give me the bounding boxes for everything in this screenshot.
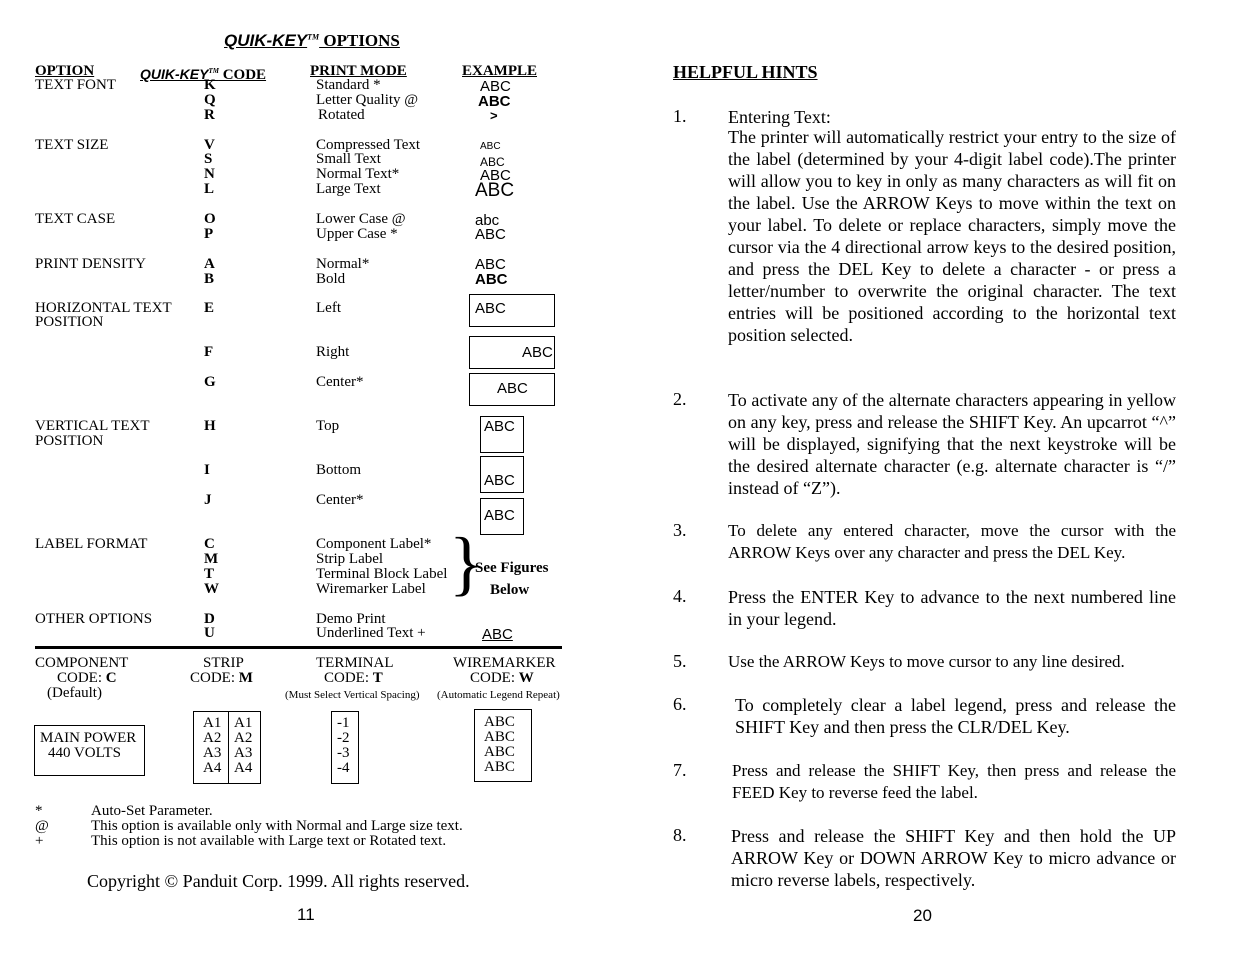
header-print-mode: PRINT MODE	[310, 63, 407, 79]
hint-text: The printer will automatically restrict your entry to the size of the label (determined by your 4-digit label code).The printer will allow you to key in only as many characters as will fit on the label. Use the ARROW Keys to move within the text on your label. To delete or replace characters, simply move the cursor via the 4 directional arrow keys to the desired position, and press the DEL Key to delete a character - or press a letter/number to overwrite the original character. The text entries will be positioned according to the horizontal text position selected.	[728, 127, 1176, 345]
option-code: M	[204, 551, 219, 567]
hint-number: 5.	[673, 651, 687, 671]
hint-number: 8.	[673, 825, 687, 845]
option-label-line2: POSITION	[35, 314, 104, 330]
footnote-symbol: *	[35, 803, 43, 819]
option-code: U	[204, 625, 215, 641]
option-example: ABC	[497, 380, 528, 397]
figure-line: A2	[234, 730, 253, 746]
hint-text: To delete any entered character, move the cursor with the ARROW Keys over any character and press the DEL Key.	[728, 521, 1176, 562]
option-code: L	[204, 181, 215, 197]
figure-note: (Default)	[47, 685, 102, 701]
option-example: ABC	[484, 507, 515, 524]
option-example: ABC	[475, 271, 508, 288]
option-example-rotated: >	[490, 108, 498, 123]
option-mode: Demo Print	[316, 611, 386, 627]
figure-line: -2	[337, 730, 350, 746]
option-code: P	[204, 226, 214, 242]
strip-divider	[228, 711, 229, 784]
hint-text: Press and release the SHIFT Key, then press and release the FEED Key to reverse feed the label.	[732, 761, 1176, 802]
footnote-text: This option is not available with Large text or Rotated text.	[91, 833, 447, 849]
option-code: F	[204, 344, 214, 360]
figure-note: (Must Select Vertical Spacing)	[285, 689, 420, 701]
option-example: ABC	[475, 180, 515, 201]
option-example: ABC	[475, 300, 506, 317]
option-mode: Compressed Text	[316, 137, 421, 153]
hint-text: Press the ENTER Key to advance to the next numbered line in your legend.	[728, 587, 1176, 629]
option-code: I	[204, 462, 210, 478]
option-mode: Underlined Text +	[316, 625, 426, 641]
option-label: PRINT DENSITY	[35, 256, 146, 272]
option-mode: Component Label*	[316, 536, 432, 552]
figure-line: MAIN POWER	[40, 730, 137, 746]
option-example: ABC	[480, 167, 511, 184]
option-code: H	[204, 418, 216, 434]
option-mode: Small Text	[316, 151, 381, 167]
option-code: K	[204, 77, 216, 93]
option-mode: Lower Case @	[316, 211, 406, 227]
option-label: OTHER OPTIONS	[35, 611, 153, 627]
figure-title: TERMINAL	[316, 655, 394, 671]
hint-text: Use the ARROW Keys to move cursor to any line desired.	[728, 652, 1125, 671]
option-label: TEXT SIZE	[35, 137, 109, 153]
option-example: ABC	[475, 226, 506, 243]
figure-code: CODE: M	[190, 670, 253, 686]
figure-line: A4	[203, 760, 222, 776]
figure-line: A1	[234, 715, 253, 731]
figure-title: STRIP	[203, 655, 244, 671]
option-mode: Standard *	[316, 77, 381, 93]
figure-line: A3	[234, 745, 253, 761]
figure-line: ABC	[484, 744, 515, 760]
option-mode: Top	[316, 418, 340, 434]
hint-number: 7.	[673, 760, 687, 780]
option-code: G	[204, 374, 216, 390]
option-example: abc	[475, 212, 500, 229]
option-code: W	[204, 581, 219, 597]
option-mode: Letter Quality @	[316, 92, 419, 108]
option-mode: Normal Text*	[316, 166, 400, 182]
option-code: N	[204, 166, 215, 182]
option-mode: Strip Label	[316, 551, 384, 567]
figure-line: A4	[234, 760, 253, 776]
figure-code: CODE: W	[470, 670, 534, 686]
header-option: OPTION	[35, 63, 95, 79]
figure-title: WIREMARKER	[453, 655, 556, 671]
footnote-symbol: +	[35, 833, 44, 849]
figure-line: ABC	[484, 714, 515, 730]
figure-line: A1	[203, 715, 222, 731]
option-example: ABC	[480, 155, 505, 169]
option-mode: Terminal Block Label	[316, 566, 448, 582]
footnote-text: This option is available only with Normal and Large size text.	[91, 818, 463, 834]
option-code: O	[204, 211, 216, 227]
option-code: A	[204, 256, 215, 272]
option-example: ABC	[480, 141, 501, 152]
option-label: LABEL FORMAT	[35, 536, 148, 552]
option-mode: Bottom	[316, 462, 362, 478]
hint-number: 6.	[673, 694, 687, 714]
page-number: 11	[297, 905, 315, 924]
hint-text: Press and release the SHIFT Key and then hold the UP ARROW Key or DOWN ARROW Key to micro advance or micro reverse labels, respectively.	[731, 826, 1176, 890]
option-code: T	[204, 566, 215, 582]
option-code: R	[204, 107, 215, 123]
option-mode: Bold	[316, 271, 346, 287]
header-example: EXAMPLE	[462, 63, 537, 79]
figure-line: 440 VOLTS	[48, 745, 121, 761]
page-number: 20	[913, 906, 932, 925]
option-mode: Normal*	[316, 256, 370, 272]
figure-line: -1	[337, 715, 350, 731]
copyright: Copyright © Panduit Corp. 1999. All rights reserved.	[87, 871, 470, 891]
below-label: Below	[490, 582, 530, 598]
option-example: ABC	[522, 344, 553, 361]
option-mode: Wiremarker Label	[316, 581, 426, 597]
option-example: ABC	[475, 256, 506, 273]
figure-line: -4	[337, 760, 350, 776]
see-figures-label: See Figures	[475, 560, 549, 576]
option-example: ABC	[482, 626, 513, 643]
option-label: TEXT CASE	[35, 211, 116, 227]
option-code: B	[204, 271, 215, 287]
figure-code: CODE: C	[57, 670, 117, 686]
footnote-symbol: @	[35, 818, 49, 834]
hint-number: 4.	[673, 586, 687, 606]
footnote-text: Auto-Set Parameter.	[91, 803, 213, 819]
option-code: Q	[204, 92, 216, 108]
option-mode: Left	[316, 300, 341, 316]
option-mode: Upper Case *	[316, 226, 398, 242]
hints-title: HELPFUL HINTS	[673, 62, 818, 82]
option-code: J	[204, 492, 212, 508]
section-divider	[35, 646, 562, 649]
option-example: ABC	[480, 78, 511, 95]
option-label: VERTICAL TEXT	[35, 418, 150, 434]
option-example: ABC	[484, 472, 515, 489]
figure-line: -3	[337, 745, 350, 761]
option-mode: Right	[316, 344, 350, 360]
option-code: D	[204, 611, 215, 627]
figure-title: COMPONENT	[35, 655, 129, 671]
option-example: ABC	[478, 93, 511, 110]
option-code: S	[204, 151, 213, 167]
header-code: QUIK-KEY™ CODE	[140, 66, 267, 83]
figure-line: ABC	[484, 759, 515, 775]
option-mode: Center*	[316, 492, 364, 508]
option-example: ABC	[484, 418, 515, 435]
brace-symbol: }	[449, 523, 484, 603]
hint-number: 1.	[673, 106, 687, 126]
figure-line: A2	[203, 730, 222, 746]
option-label: TEXT FONT	[35, 77, 116, 93]
option-label: HORIZONTAL TEXT	[35, 300, 172, 316]
hint-text: To activate any of the alternate characters appearing in yellow on any key, press and release the SHIFT Key. An upcarrot “^” will be displayed, signifying that the next keystroke will be the desired alternate character (e.g. alternate character is “/” instead of “Z”).	[728, 390, 1176, 498]
option-mode: Large Text	[316, 181, 381, 197]
figure-line: ABC	[484, 729, 515, 745]
hint-number: 3.	[673, 520, 687, 540]
figure-line: A3	[203, 745, 222, 761]
figure-note: (Automatic Legend Repeat)	[437, 689, 560, 701]
option-mode: Center*	[316, 374, 364, 390]
hint-text: To completely clear a label legend, press and release the SHIFT Key and then press the CLR/DEL Key.	[735, 695, 1176, 737]
option-mode: Rotated	[318, 107, 365, 123]
figure-code: CODE: T	[324, 670, 383, 686]
hint-heading: Entering Text:	[728, 107, 831, 127]
option-code: C	[204, 536, 215, 552]
option-code: E	[204, 300, 215, 316]
option-code: V	[204, 137, 215, 153]
hint-number: 2.	[673, 389, 687, 409]
page-title: QUIK-KEY™ OPTIONS	[224, 31, 400, 50]
option-label-line2: POSITION	[35, 433, 104, 449]
